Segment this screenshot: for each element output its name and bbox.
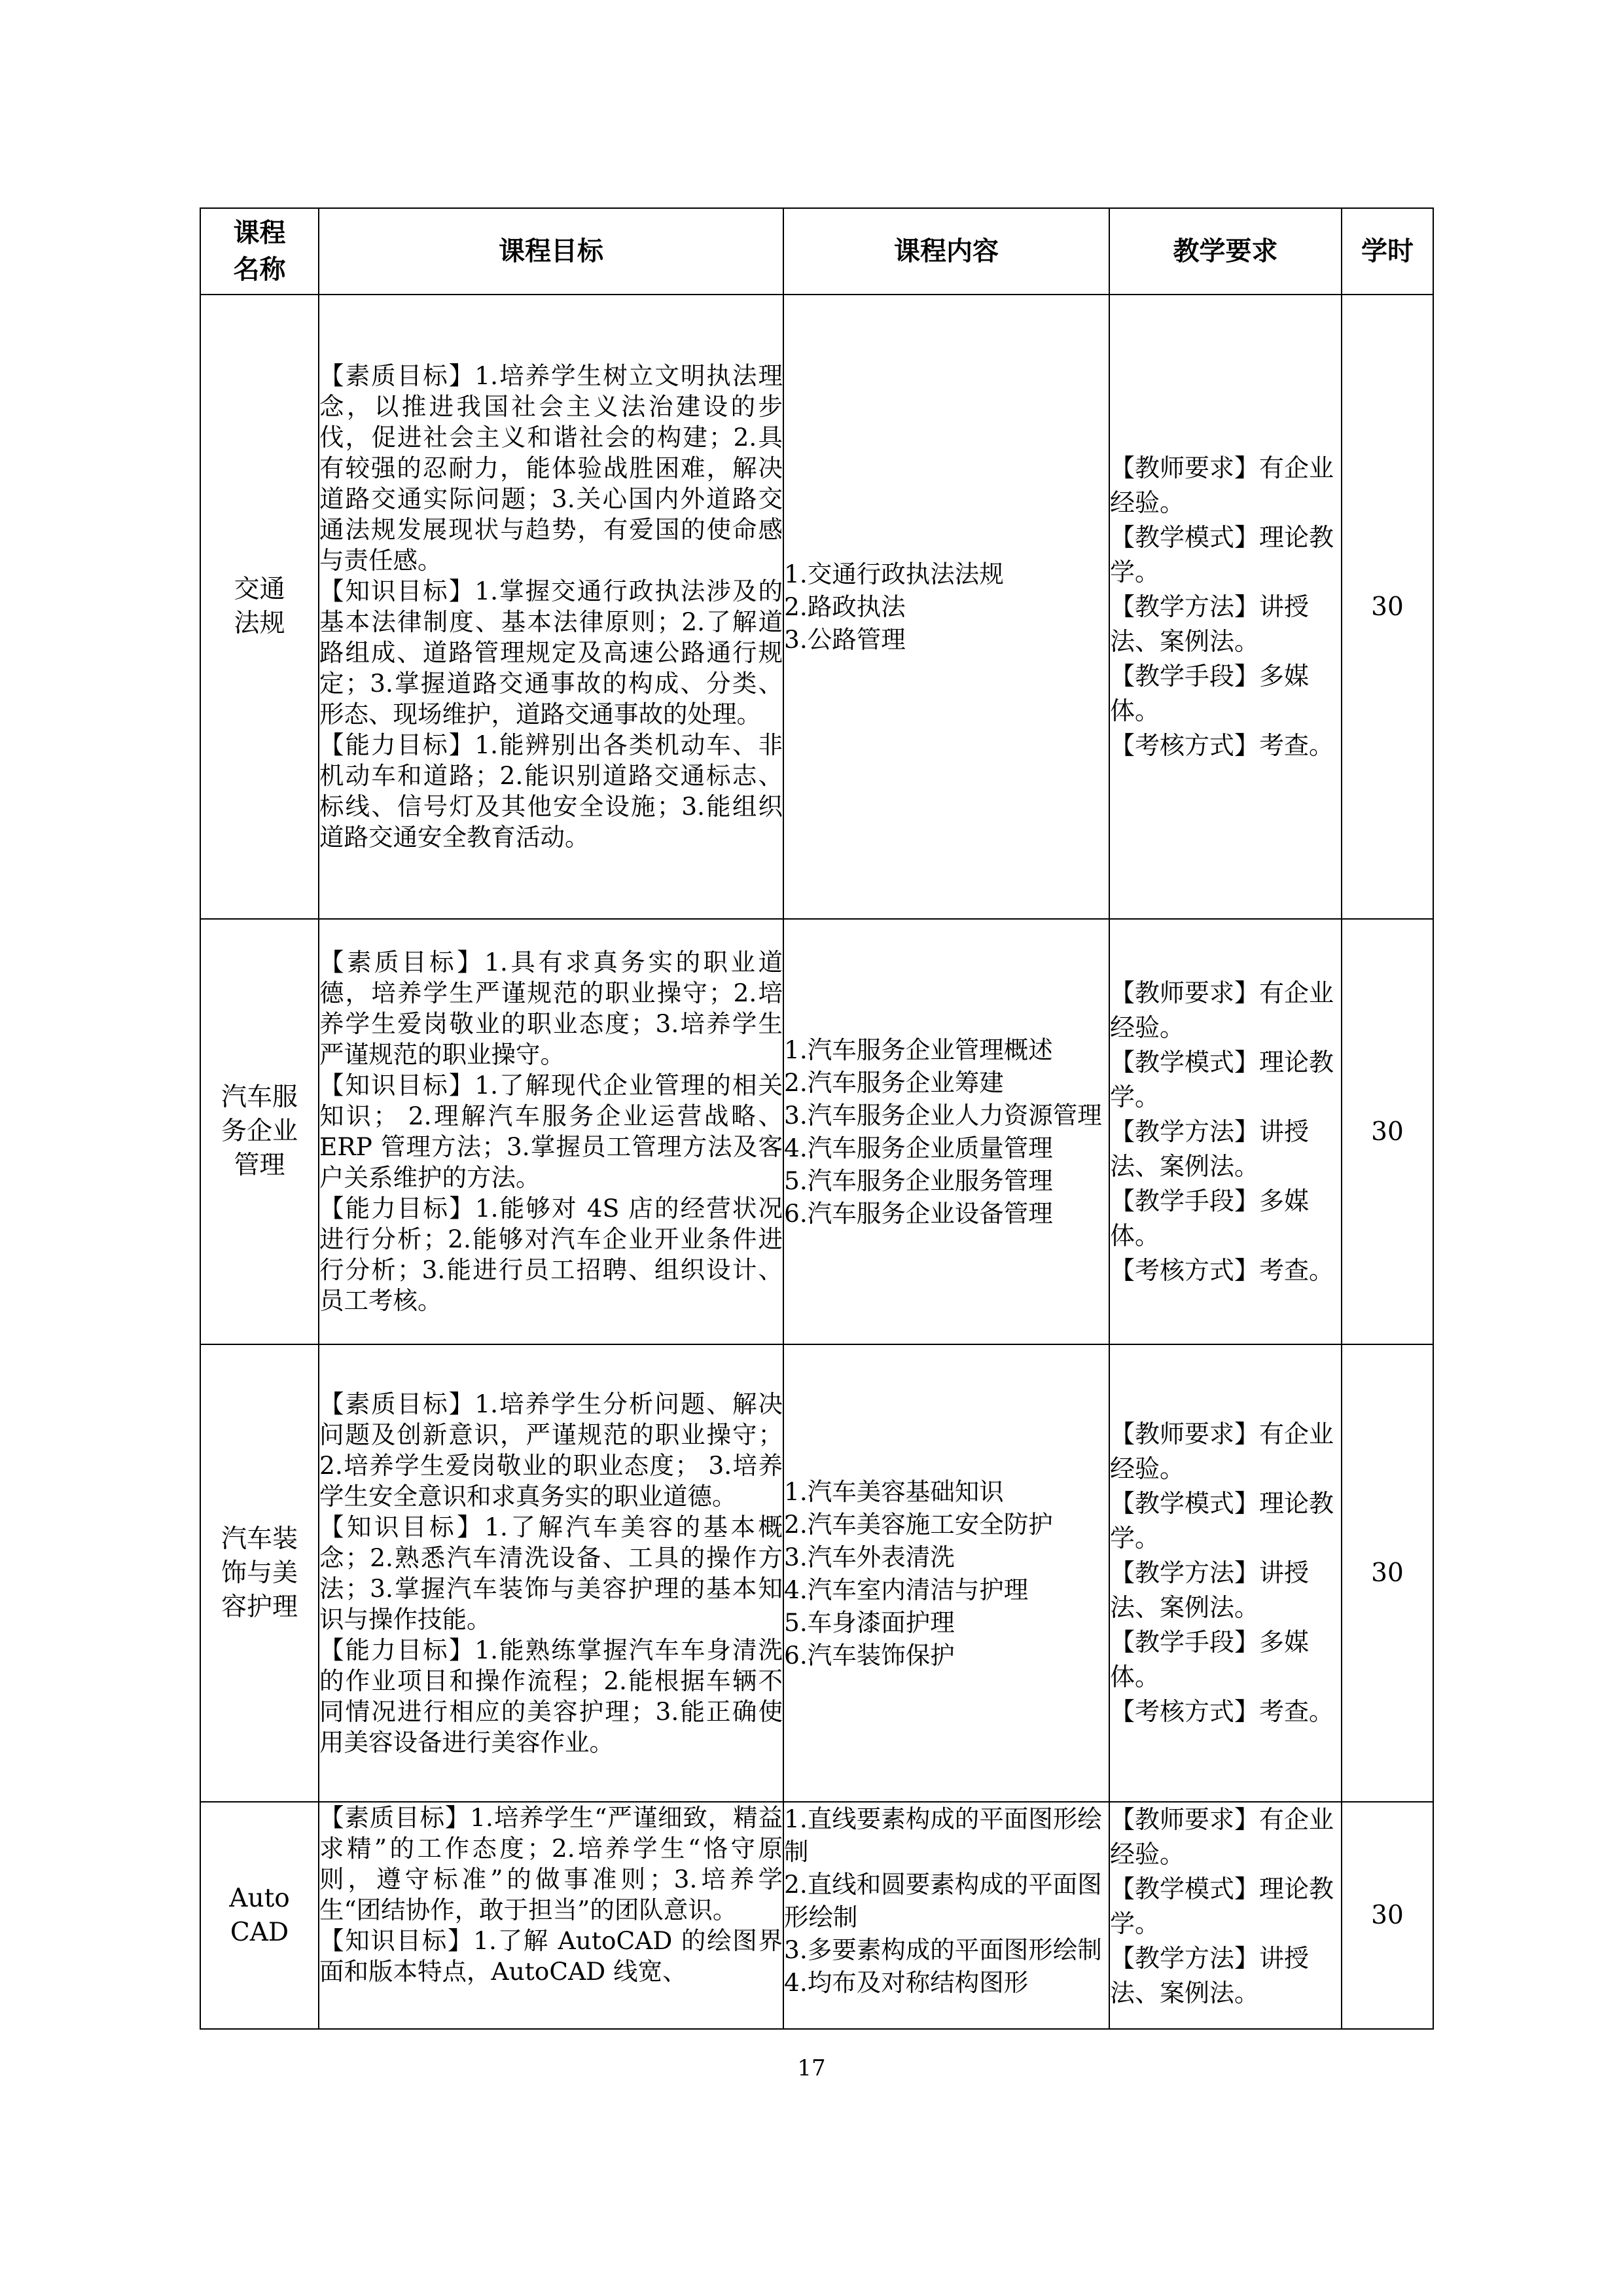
- course-goals: [319, 919, 783, 1344]
- course-name-line: 汽车服: [221, 1083, 298, 1112]
- course-content: [783, 295, 1109, 919]
- cell-paragraph: 【能力目标】1.能辨别出各类机动车、非机动车和道路；2.能识别道路交通标志、标线、信号灯及其他安全设施；3.能组织道路交通安全教育活动。: [319, 730, 783, 852]
- cell-paragraph: 【教学方法】讲授法、案例法。: [1110, 1117, 1310, 1181]
- course-name: [200, 1802, 319, 2029]
- cell-paragraph: 【考核方式】考查。: [1110, 1697, 1334, 1726]
- cell-paragraph: 【知识目标】1.掌握交通行政执法涉及的基本法律制度、基本法律原则；2.了解道路组成、道路管理规定及高速公路通行规定；3.掌握道路交通事故的构成、分类、形态、现场维护，道路交通事故的处理。: [319, 577, 783, 728]
- header-row: [200, 208, 1433, 295]
- cell-paragraph: 【能力目标】1.能够对 4S 店的经营状况进行分析；2.能够对汽车企业开业条件进行分析；3.能进行员工招聘、组织设计、员工考核。: [319, 1194, 783, 1315]
- course-hours: 30: [1342, 1344, 1433, 1802]
- cell-paragraph: 【教师要求】有企业经验。: [1110, 978, 1334, 1042]
- page-number: 17: [797, 2055, 826, 2081]
- cell-paragraph: 1.交通行政执法法规: [784, 560, 1004, 588]
- table-row: [200, 919, 1433, 1344]
- cell-paragraph: 【知识目标】1.了解汽车美容的基本概念；2.熟悉汽车清洗设备、工具的操作方法；3.掌握汽车装饰与美容护理的基本知识与操作技能。: [319, 1512, 783, 1634]
- cell-paragraph: 【教学方法】讲授法、案例法。: [1110, 592, 1310, 656]
- cell-paragraph: 【素质目标】1.培养学生树立文明执法理念，以推进我国社会主义法治建设的步伐，促进社会主义和谐社会的构建；2.具有较强的忍耐力，能体验战胜困难，解决道路交通实际问题；3.关心国内外道路交通法规发展现状与趋势，有爱国的使命感与责任感。: [319, 361, 783, 575]
- cell-paragraph: 2.直线和圆要素构成的平面图形绘制: [784, 1870, 1102, 1931]
- cell-paragraph: 【教学手段】多媒体。: [1110, 661, 1310, 725]
- course-content: [783, 1802, 1109, 2029]
- course-content: [783, 1344, 1109, 1802]
- cell-paragraph: 4.汽车服务企业质量管理: [784, 1134, 1053, 1162]
- cell-paragraph: 4.汽车室内清洁与护理: [784, 1575, 1029, 1604]
- course-name: [200, 919, 319, 1344]
- cell-paragraph: 3.公路管理: [784, 625, 906, 654]
- course-table: [200, 207, 1434, 2030]
- course-goals: [319, 1344, 783, 1802]
- teaching-requirements: [1109, 1802, 1342, 2029]
- cell-paragraph: 【教师要求】有企业经验。: [1110, 453, 1334, 517]
- course-goals: [319, 1802, 783, 2029]
- course-name-line: 务企业: [221, 1117, 298, 1146]
- cell-paragraph: 【考核方式】考查。: [1110, 1255, 1334, 1285]
- course-content: [783, 919, 1109, 1344]
- table-row: [200, 1344, 1433, 1802]
- cell-paragraph: 【教学模式】理论教学。: [1110, 522, 1334, 586]
- header-course-content: 课程内容: [783, 208, 1109, 295]
- cell-paragraph: 【教师要求】有企业经验。: [1110, 1420, 1334, 1483]
- teaching-requirements: [1109, 1344, 1342, 1802]
- cell-paragraph: 2.汽车美容施工安全防护: [784, 1509, 1053, 1539]
- cell-paragraph: 【教学模式】理论教学。: [1110, 1489, 1334, 1552]
- cell-paragraph: 【教学手段】多媒体。: [1110, 1186, 1310, 1250]
- course-hours: 30: [1342, 1802, 1433, 2029]
- cell-paragraph: 3.汽车外表清洗: [784, 1542, 955, 1571]
- cell-paragraph: 1.直线要素构成的平面图形绘制: [784, 1804, 1102, 1866]
- course-name: [200, 1344, 319, 1802]
- cell-paragraph: 【能力目标】1.能熟练掌握汽车车身清洗的作业项目和操作流程；2.能根据车辆不同情况进行相应的美容护理；3.能正确使用美容设备进行美容作业。: [319, 1635, 783, 1757]
- cell-paragraph: 3.汽车服务企业人力资源管理: [784, 1101, 1102, 1130]
- header-course-name: 课程 名称: [200, 208, 319, 295]
- course-name-line: CAD: [230, 1917, 289, 1947]
- course-name: [200, 295, 319, 919]
- course-hours: 30: [1342, 295, 1433, 919]
- course-name-line: Auto: [229, 1883, 290, 1913]
- cell-paragraph: 【教学手段】多媒体。: [1110, 1628, 1310, 1691]
- cell-paragraph: 4.均布及对称结构图形: [784, 1968, 1029, 1997]
- course-name-line: 汽车装: [221, 1524, 298, 1554]
- cell-paragraph: 【教学模式】理论教学。: [1110, 1047, 1334, 1111]
- cell-paragraph: 6.汽车服务企业设备管理: [784, 1199, 1053, 1228]
- cell-paragraph: 【素质目标】1.具有求真务实的职业道德，培养学生严谨规范的职业操守；2.培养学生爱岗敬业的职业态度；3.培养学生严谨规范的职业操守。: [319, 948, 783, 1069]
- course-name-line: 管理: [234, 1151, 285, 1180]
- course-goals: [319, 295, 783, 919]
- cell-paragraph: 2.汽车服务企业筹建: [784, 1068, 1004, 1097]
- cell-paragraph: 3.多要素构成的平面图形绘制: [784, 1935, 1102, 1964]
- course-name-line: 法规: [234, 609, 285, 638]
- header-hours: 学时: [1342, 208, 1433, 295]
- cell-paragraph: 【知识目标】1.了解现代企业管理的相关知识； 2.理解汽车服务企业运营战略、ERP 管理方法；3.掌握员工管理方法及客户关系维护的方法。: [319, 1071, 783, 1192]
- cell-paragraph: 【教学方法】讲授法、案例法。: [1110, 1944, 1310, 2007]
- teaching-requirements: [1109, 295, 1342, 919]
- header-course-goals: 课程目标: [319, 208, 783, 295]
- course-hours: 30: [1342, 919, 1433, 1344]
- course-name-line: 饰与美: [221, 1558, 298, 1588]
- cell-paragraph: 1.汽车服务企业管理概述: [784, 1035, 1053, 1064]
- table-row: [200, 295, 1433, 919]
- cell-paragraph: 5.汽车服务企业服务管理: [784, 1166, 1053, 1195]
- cell-paragraph: 【素质目标】1.培养学生“严谨细致，精益求精”的工作态度；2.培养学生“恪守原则，遵守标准”的做事准则；3.培养学生“团结协作，敢于担当”的团队意识。: [319, 1803, 783, 1924]
- cell-paragraph: 1.汽车美容基础知识: [784, 1477, 1004, 1506]
- cell-paragraph: 【教师要求】有企业经验。: [1110, 1805, 1334, 1869]
- cell-paragraph: 【素质目标】1.培养学生分析问题、解决问题及创新意识，严谨规范的职业操守；2.培养学生爱岗敬业的职业态度； 3.培养学生安全意识和求真务实的职业道德。: [319, 1389, 783, 1511]
- header-teaching-requirements: 教学要求: [1109, 208, 1342, 295]
- cell-paragraph: 5.车身漆面护理: [784, 1607, 955, 1637]
- cell-paragraph: 【教学模式】理论教学。: [1110, 1874, 1334, 1938]
- cell-paragraph: 【教学方法】讲授法、案例法。: [1110, 1558, 1310, 1622]
- table-row: [200, 1802, 1433, 2029]
- cell-paragraph: 2.路政执法: [784, 592, 906, 621]
- course-name-line: 交通: [234, 575, 285, 604]
- cell-paragraph: 【知识目标】1.了解 AutoCAD 的绘图界面和版本特点，AutoCAD 线宽、: [319, 1926, 783, 1986]
- cell-paragraph: 6.汽车装饰保护: [784, 1640, 955, 1670]
- cell-paragraph: 【考核方式】考查。: [1110, 730, 1334, 760]
- course-name-line: 容护理: [221, 1592, 298, 1622]
- teaching-requirements: [1109, 919, 1342, 1344]
